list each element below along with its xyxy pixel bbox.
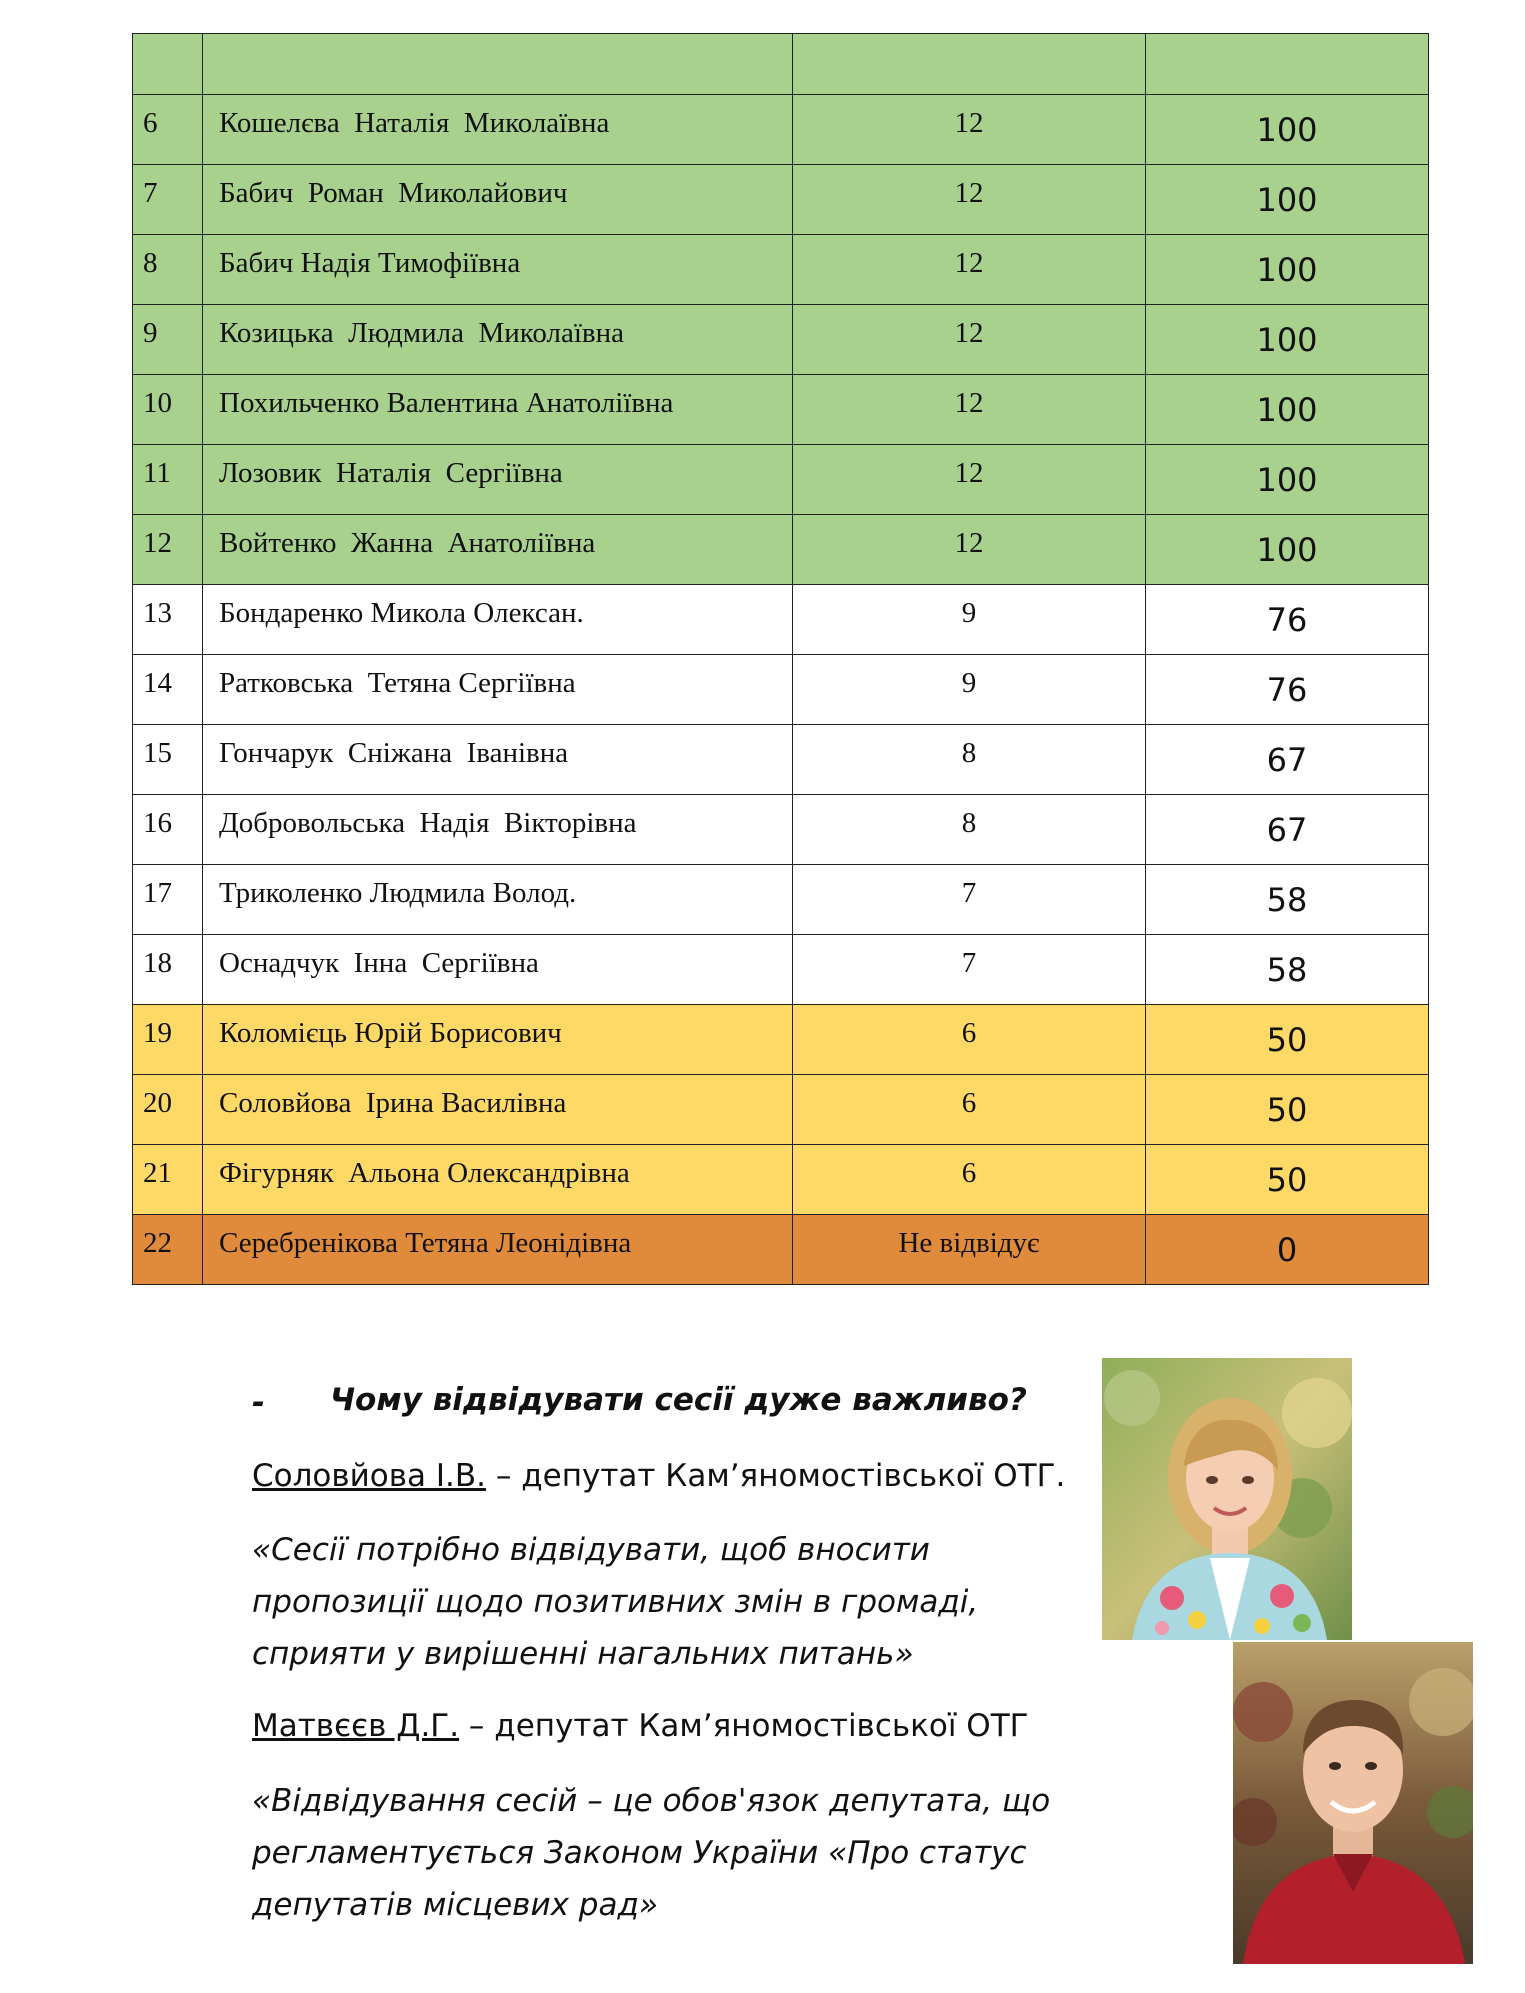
attendance-percent-cell: 100 [1146,95,1429,165]
row-number-cell: 17 [133,865,203,935]
deputy-name-cell: Фігурняк Альона Олександрівна [203,1145,793,1215]
deputy-name-cell: Похильченко Валентина Анатоліївна [203,375,793,445]
deputy-name-cell: Коломієць Юрій Борисович [203,1005,793,1075]
table-row [133,235,1429,305]
sessions-attended-cell: 6 [793,1075,1146,1145]
row-number-cell: 19 [133,1005,203,1075]
man-portrait-photo [1233,1642,1473,1964]
sessions-attended-cell: 12 [793,165,1146,235]
deputy-name-cell: Бабич Надія Тимофіївна [203,235,793,305]
table-row [133,1005,1429,1075]
table-row [133,165,1429,235]
quote-1-line: пропозиції щодо позитивних змін в громаді, [252,1584,979,1620]
attendance-percent-cell: 76 [1146,655,1429,725]
woman-portrait-photo [1102,1358,1352,1640]
attendance-percent-cell: 50 [1146,1145,1429,1215]
table-row [133,935,1429,1005]
row-number-cell: 9 [133,305,203,375]
sessions-attended-cell: 7 [793,865,1146,935]
deputy-name-cell: Войтенко Жанна Анатоліївна [203,515,793,585]
sessions-attended-cell: 12 [793,95,1146,165]
quote-1 [252,1524,978,1680]
row-number-cell: 13 [133,585,203,655]
header-cell-percent [1146,34,1429,95]
speaker-1-name: Соловйова І.В. [252,1458,487,1494]
quote-2-line: «Відвідування сесій – це обов'язок депутата, що [252,1783,1051,1819]
row-number-cell: 21 [133,1145,203,1215]
row-number-cell: 15 [133,725,203,795]
quote-1-line: сприяти у вирішенні нагальних питань» [252,1636,914,1672]
attendance-percent-cell: 58 [1146,865,1429,935]
row-number-cell: 7 [133,165,203,235]
table-row [133,305,1429,375]
attendance-percent-cell: 50 [1146,1075,1429,1145]
sessions-attended-cell: 8 [793,725,1146,795]
deputy-name-cell: Добровольська Надія Вікторівна [203,795,793,865]
attendance-percent-cell: 100 [1146,445,1429,515]
deputy-name-cell: Бабич Роман Миколайович [203,165,793,235]
row-number-cell: 8 [133,235,203,305]
sessions-attended-cell: Не відвідує [793,1215,1146,1285]
attendance-percent-cell: 100 [1146,165,1429,235]
attendance-percent-cell: 0 [1146,1215,1429,1285]
deputy-name-cell: Ратковська Тетяна Сергіївна [203,655,793,725]
attendance-percent-cell: 100 [1146,375,1429,445]
deputy-name-cell: Козицька Людмила Миколаївна [203,305,793,375]
table-row [133,655,1429,725]
table-body [133,34,1429,1285]
attendance-percent-cell: 76 [1146,585,1429,655]
deputy-name-cell: Бондаренко Микола Олексан. [203,585,793,655]
row-number-cell: 22 [133,1215,203,1285]
deputy-name-cell: Лозовик Наталія Сергіївна [203,445,793,515]
sessions-attended-cell: 9 [793,655,1146,725]
quote-2-line: депутатів місцевих рад» [252,1887,659,1923]
row-number-cell: 11 [133,445,203,515]
speaker-2-name: Матвєєв Д.Г. [252,1708,460,1744]
sessions-attended-cell: 6 [793,1005,1146,1075]
sessions-attended-cell: 12 [793,375,1146,445]
table-row [133,865,1429,935]
table-row [133,585,1429,655]
man-portrait-image [1233,1642,1473,1964]
sessions-attended-cell: 6 [793,1145,1146,1215]
sessions-attended-cell: 9 [793,585,1146,655]
deputy-name-cell: Триколенко Людмила Волод. [203,865,793,935]
row-number-cell: 10 [133,375,203,445]
sessions-attended-cell: 7 [793,935,1146,1005]
sessions-attended-cell: 12 [793,445,1146,515]
row-number-cell: 18 [133,935,203,1005]
deputy-name-cell: Гончарук Сніжана Іванівна [203,725,793,795]
header-cell-name [203,34,793,95]
attendance-percent-cell: 58 [1146,935,1429,1005]
attendance-percent-cell: 100 [1146,305,1429,375]
woman-portrait-image [1102,1358,1352,1640]
sessions-attended-cell: 12 [793,515,1146,585]
attendance-percent-cell: 67 [1146,795,1429,865]
table-row [133,375,1429,445]
attendance-table [132,33,1429,1285]
table-row [133,445,1429,515]
table-row [133,795,1429,865]
quote-2 [252,1775,1050,1931]
table-row [133,515,1429,585]
table-row [133,95,1429,165]
quote-2-line: регламентується Законом України «Про статус [252,1835,1027,1871]
sessions-attended-cell: 12 [793,305,1146,375]
header-cell-sessions [793,34,1146,95]
sessions-attended-cell: 12 [793,235,1146,305]
row-number-cell: 16 [133,795,203,865]
attendance-percent-cell: 67 [1146,725,1429,795]
table-row [133,725,1429,795]
row-number-cell: 12 [133,515,203,585]
list-dash: - [252,1385,265,1421]
row-number-cell: 14 [133,655,203,725]
table-row [133,1075,1429,1145]
attendance-percent-cell: 100 [1146,235,1429,305]
deputy-name-cell: Соловйова Ірина Василівна [203,1075,793,1145]
speaker-2 [252,1708,1029,1744]
attendance-percent-cell: 50 [1146,1005,1429,1075]
speaker-1-role: – депутат Кам’яномостівської ОТГ. [486,1458,1066,1494]
table-row [133,1215,1429,1285]
table-row [133,1145,1429,1215]
speaker-2-role: – депутат Кам’яномостівської ОТГ [459,1708,1029,1744]
deputy-name-cell: Оснадчук Інна Сергіївна [203,935,793,1005]
quote-1-line: «Сесії потрібно відвідувати, щоб вносити [252,1532,930,1568]
sessions-attended-cell: 8 [793,795,1146,865]
section-question: Чому відвідувати сесії дуже важливо? [330,1382,1027,1418]
table-header-row [133,34,1429,95]
speaker-1 [252,1458,1065,1494]
attendance-percent-cell: 100 [1146,515,1429,585]
row-number-cell: 6 [133,95,203,165]
deputy-name-cell: Кошелєва Наталія Миколаївна [203,95,793,165]
header-cell-num [133,34,203,95]
row-number-cell: 20 [133,1075,203,1145]
deputy-name-cell: Серебренікова Тетяна Леонідівна [203,1215,793,1285]
